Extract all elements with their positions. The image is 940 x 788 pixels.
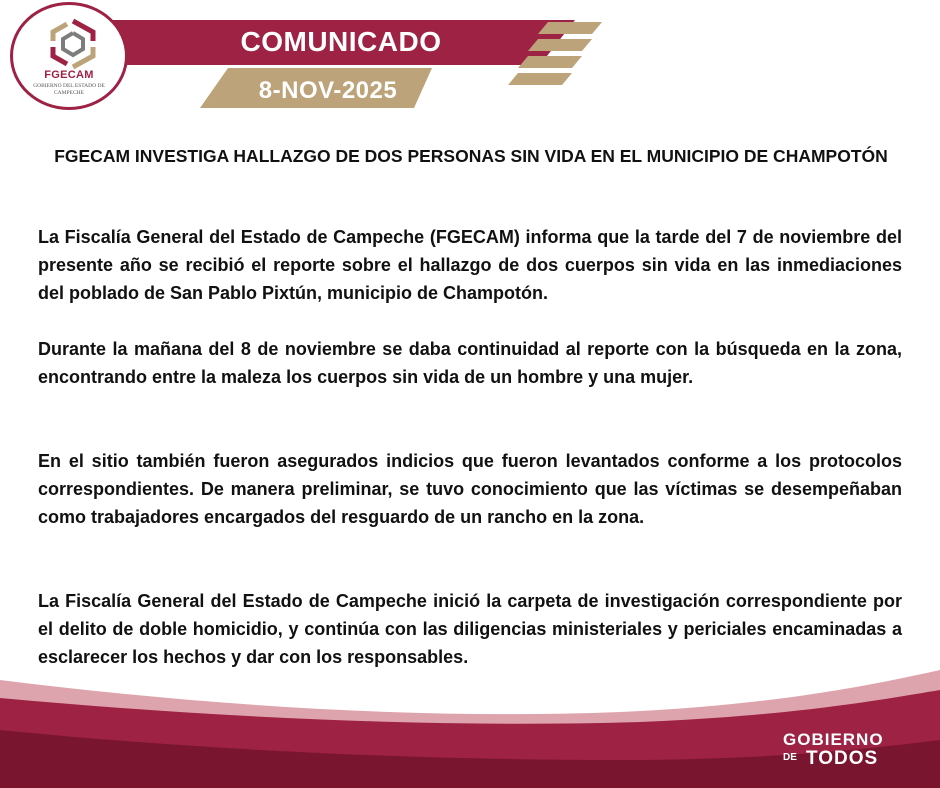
fgecam-logo <box>10 2 128 110</box>
logo-subtitle: GOBIERNO DEL ESTADO DE CAMPECHE <box>33 83 105 96</box>
paragraph-3: En el sitio también fueron asegurados indicios que fueron levantados conforme a los protocolos correspondientes. De manera preliminar, se tuvo conocimiento que las víctimas se desempeñaban como trabajadores encargados del resguardo de un rancho en la zona. <box>38 451 902 527</box>
gov-logo-line2: TODOS <box>806 748 879 769</box>
fgecam-logo-icon <box>47 17 99 71</box>
gov-logo-line1: GOBIERNO <box>783 730 884 749</box>
paragraph-2: Durante la mañana del 8 de noviembre se daba continuidad al reporte con la búsqueda en la zona, encontrando entre la maleza los cuerpos sin vida de un hombre y una mujer. <box>38 339 902 387</box>
paragraph-4: La Fiscalía General del Estado de Campeche inició la carpeta de investigación correspondiente por el delito de doble homicidio, y continúa con las diligencias ministeriales y periciales encaminadas a esclarecer los hechos y dar con los responsables. <box>38 591 902 667</box>
gobierno-de-todos-logo <box>780 730 902 774</box>
paragraph-1: La Fiscalía General del Estado de Campeche (FGECAM) informa que la tarde del 7 de noviembre del presente año se recibió el reporte sobre el hallazgo de dos cuerpos sin vida en las inmediaciones del poblado de San Pablo Pixtún, municipio de Champotón. <box>38 227 902 303</box>
banner-title: COMUNICADO <box>240 26 442 57</box>
gov-logo-de: DE <box>783 752 797 763</box>
banner-date: 8-NOV-2025 <box>258 77 398 104</box>
header-banner <box>0 0 940 130</box>
logo-name: FGECAM <box>44 69 94 81</box>
headline: FGECAM INVESTIGA HALLAZGO DE DOS PERSONAS SIN VIDA EN EL MUNICIPIO DE CHAMPOTÓN <box>54 146 888 166</box>
